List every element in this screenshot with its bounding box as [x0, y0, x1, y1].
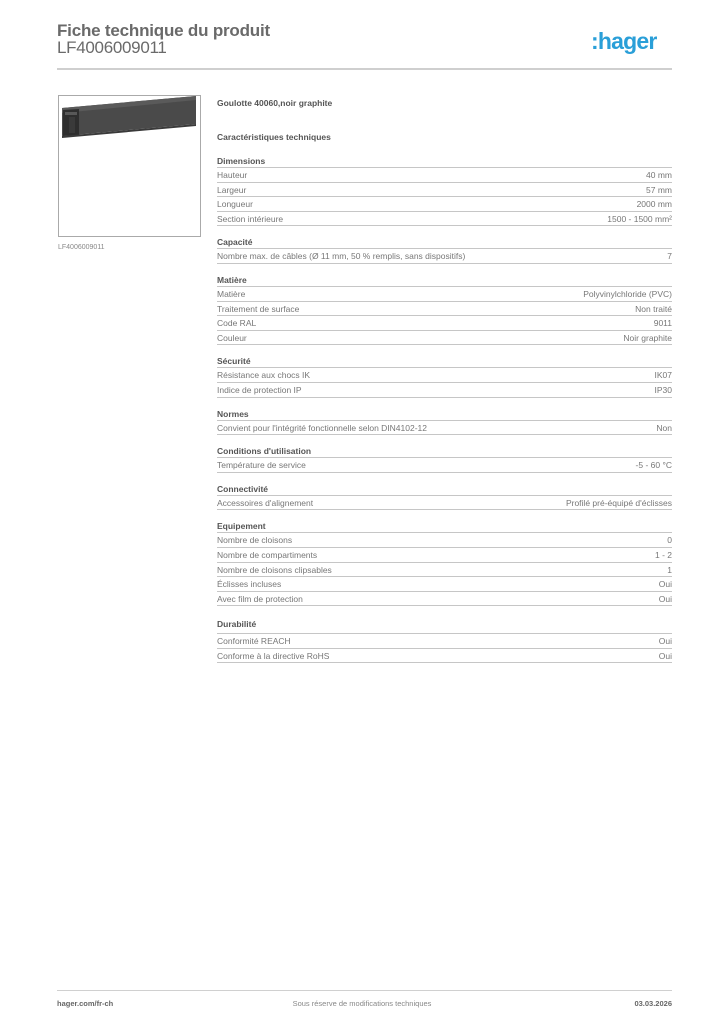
spec-value: Oui: [658, 593, 672, 604]
spec-value: IK07: [654, 370, 672, 381]
spec-row: [217, 331, 672, 346]
section-title: Connectivité: [217, 483, 672, 496]
spec-label: Matière: [217, 288, 246, 299]
spec-row: [217, 634, 672, 649]
section-title: Normes: [217, 408, 672, 421]
spec-row: [217, 383, 672, 398]
spec-label: Température de service: [217, 460, 306, 471]
spec-label: Section intérieure: [217, 213, 284, 224]
spec-value: IP30: [654, 384, 672, 395]
section-title: Capacité: [217, 236, 672, 249]
section-durability: [217, 618, 672, 663]
spec-label: Nombre de compartiments: [217, 549, 318, 560]
product-image: [58, 95, 201, 237]
section-capacity: [217, 236, 672, 264]
section-title: Sécurité: [217, 355, 672, 368]
section-title: Matière: [217, 274, 672, 287]
spec-label: Conformité REACH: [217, 636, 291, 647]
spec-row: [217, 212, 672, 227]
spec-row: [217, 421, 672, 436]
spec-value: 57 mm: [646, 184, 672, 195]
spec-value: Non: [656, 422, 672, 433]
spec-label: Résistance aux chocs IK: [217, 370, 311, 381]
spec-row: [217, 249, 672, 264]
spec-row: [217, 316, 672, 331]
spec-row: [217, 496, 672, 511]
footer-disclaimer: Sous réserve de modifications techniques: [292, 999, 432, 1008]
section-usage-conditions: [217, 445, 672, 473]
section-title: Conditions d'utilisation: [217, 445, 672, 458]
spec-value: 1 - 2: [654, 549, 672, 560]
spec-row: [217, 577, 672, 592]
spec-value: 1500 - 1500 mm²: [607, 213, 672, 224]
spec-value: Polyvinylchloride (PVC): [583, 288, 672, 299]
spec-row: [217, 458, 672, 473]
section-title: Dimensions: [217, 155, 672, 168]
footer-divider: [57, 990, 672, 991]
spec-label: Accessoires d'alignement: [217, 497, 314, 508]
section-title: Equipement: [217, 520, 672, 533]
spec-row: [217, 302, 672, 317]
section-title: Durabilité: [217, 618, 672, 634]
spec-row: [217, 533, 672, 548]
spec-row: [217, 368, 672, 383]
spec-row: [217, 563, 672, 578]
section-standards: [217, 408, 672, 436]
spec-label: Hauteur: [217, 170, 248, 180]
header-divider: [57, 68, 672, 70]
spec-value: 2000 mm: [636, 199, 672, 210]
spec-label: Éclisses incluses: [217, 579, 282, 590]
spec-value: Oui: [658, 650, 672, 661]
footer-date: 03.03.2026: [634, 999, 672, 1008]
section-safety: [217, 355, 672, 397]
spec-value: 1: [667, 564, 672, 575]
hager-logo: :hager: [591, 28, 657, 54]
cable-duct-icon: [59, 96, 200, 236]
spec-label: Largeur: [217, 184, 247, 195]
spec-label: Code RAL: [217, 318, 257, 329]
spec-label: Avec film de protection: [217, 593, 303, 604]
spec-label: Nombre de cloisons clipsables: [217, 564, 332, 575]
spec-row: [217, 183, 672, 198]
spec-value: 7: [667, 251, 672, 262]
spec-value: 0: [667, 535, 672, 546]
page-title: Fiche technique du produit: [57, 21, 270, 40]
spec-content: [217, 96, 672, 663]
spec-value: Oui: [658, 636, 672, 647]
spec-label: Convient pour l'intégrité fonctionnelle selon DIN4102-12: [217, 422, 428, 433]
spec-value: Noir graphite: [623, 332, 672, 343]
spec-label: Conforme à la directive RoHS: [217, 650, 330, 661]
section-connectivity: [217, 483, 672, 511]
spec-row: [217, 592, 672, 607]
spec-row: [217, 649, 672, 664]
product-name: Goulotte 40060,noir graphite: [217, 98, 333, 108]
spec-row: [217, 168, 672, 183]
spec-value: 40 mm: [646, 170, 672, 180]
spec-value: Oui: [658, 579, 672, 590]
spec-label: Nombre max. de câbles (Ø 11 mm, 50 % remplis, sans dispositifs): [217, 251, 466, 262]
spec-row: [217, 287, 672, 302]
product-reference: LF4006009011: [57, 38, 167, 57]
spec-value: Profilé pré-équipé d'éclisses: [565, 497, 672, 508]
spec-label: Traitement de surface: [217, 303, 300, 314]
spec-label: Couleur: [217, 332, 247, 343]
spec-row: [217, 197, 672, 212]
spec-value: Non traité: [635, 303, 672, 314]
spec-label: Longueur: [217, 199, 253, 210]
image-caption: LF4006009011: [58, 244, 105, 251]
spec-label: Nombre de cloisons: [217, 535, 293, 546]
spec-row: [217, 548, 672, 563]
spec-value: -5 - 60 °C: [635, 460, 672, 471]
spec-value: 9011: [653, 318, 672, 329]
section-equipment: [217, 520, 672, 606]
specs-title: Caractéristiques techniques: [217, 132, 331, 142]
section-dimensions: [217, 155, 672, 226]
spec-label: Indice de protection IP: [217, 384, 302, 395]
footer-website-link[interactable]: hager.com/fr-ch: [57, 999, 114, 1008]
section-material: [217, 274, 672, 345]
